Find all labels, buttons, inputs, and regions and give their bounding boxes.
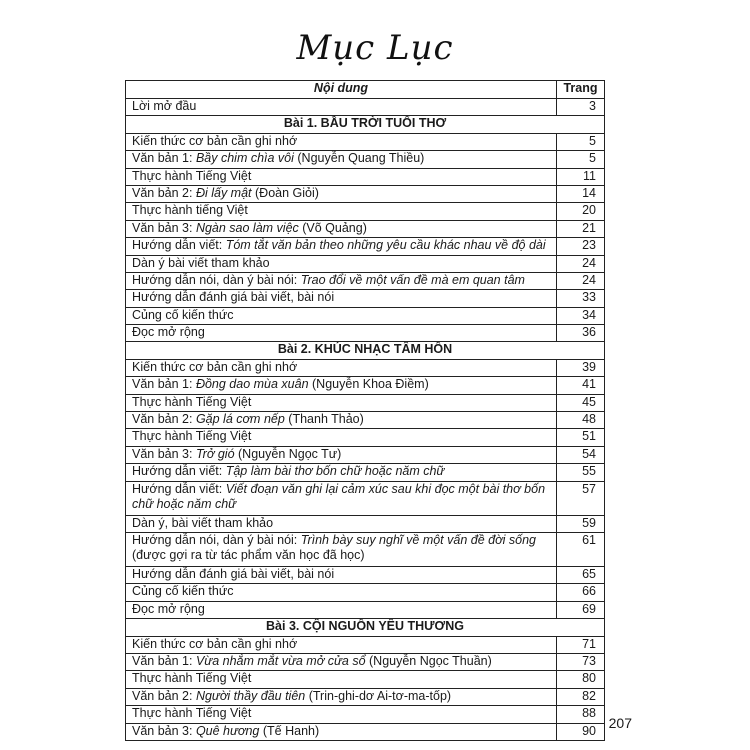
entry-title <box>126 671 557 688</box>
entry-work-title: Gặp lá cơm nếp <box>195 412 285 427</box>
entry-title <box>126 325 557 342</box>
entry-page: 14 <box>557 185 605 202</box>
entry-text: (Nguyễn Ngọc Thuần) <box>365 653 492 668</box>
entry-title <box>126 203 557 220</box>
entry-text: Hướng dẫn đánh giá bài viết, bài nói <box>132 290 335 305</box>
entry-text: Văn bản 3: <box>132 446 196 461</box>
table-row <box>126 532 605 566</box>
table-row <box>126 481 605 515</box>
entry-title <box>126 429 557 446</box>
table-row <box>126 99 605 116</box>
entry-title <box>126 99 557 116</box>
table-row <box>126 394 605 411</box>
entry-text: Thực hành Tiếng Việt <box>132 394 252 409</box>
entry-page: 57 <box>557 481 605 515</box>
entry-title <box>126 636 557 653</box>
entry-title <box>126 290 557 307</box>
entry-text: Văn bản 2: <box>132 185 196 200</box>
section-heading-row <box>126 342 605 359</box>
table-row <box>126 446 605 463</box>
entry-text: Củng cố kiến thức <box>132 584 234 599</box>
entry-text: (Nguyễn Ngọc Tư) <box>234 446 342 461</box>
table-row <box>126 220 605 237</box>
entry-page: 61 <box>557 532 605 566</box>
table-of-contents <box>125 80 605 741</box>
entry-text: Kiến thức cơ bản cần ghi nhớ <box>132 636 298 651</box>
entry-title <box>126 394 557 411</box>
entry-page: 34 <box>557 307 605 324</box>
entry-text: Thực hành tiếng Việt <box>132 203 248 218</box>
table-row <box>126 706 605 723</box>
entry-work-title: Trở gió <box>195 446 235 461</box>
entry-page: 71 <box>557 636 605 653</box>
table-row <box>126 255 605 272</box>
entry-text: (Đoàn Giỏi) <box>251 185 319 200</box>
entry-page: 5 <box>557 151 605 168</box>
entry-page: 66 <box>557 584 605 601</box>
entry-page: 41 <box>557 377 605 394</box>
entry-work-title: Trao đổi về một vấn đề mà em quan tâm <box>300 272 525 287</box>
table-row <box>126 515 605 532</box>
entry-text: Hướng dẫn đánh giá bài viết, bài nói <box>132 566 335 581</box>
entry-text: Văn bản 2: <box>132 688 196 703</box>
entry-page: 3 <box>557 99 605 116</box>
table-row <box>126 168 605 185</box>
entry-text: Dàn ý, bài viết tham khảo <box>132 515 274 530</box>
entry-page: 73 <box>557 653 605 670</box>
table-row <box>126 238 605 255</box>
entry-text: Hướng dẫn viết: <box>132 481 226 496</box>
entry-text: Văn bản 1: <box>132 377 196 392</box>
table-row <box>126 429 605 446</box>
entry-text: Thực hành Tiếng Việt <box>132 671 252 686</box>
table-row <box>126 601 605 618</box>
entry-text: Thực hành Tiếng Việt <box>132 706 252 721</box>
entry-title <box>126 185 557 202</box>
entry-title <box>126 584 557 601</box>
entry-title <box>126 723 557 740</box>
entry-text: Lời mở đầu <box>132 99 197 113</box>
table-row <box>126 377 605 394</box>
entry-title <box>126 446 557 463</box>
table-row <box>126 636 605 653</box>
entry-page: 90 <box>557 723 605 740</box>
entry-text: Văn bản 2: <box>132 412 196 427</box>
entry-text: Hướng dẫn nói, dàn ý bài nói: <box>132 272 301 287</box>
section-heading: Bài 1. BẦU TRỜI TUỔI THƠ <box>126 116 605 133</box>
page-title: Mục Lục <box>296 28 454 68</box>
entry-work-title: Viết đoạn văn ghi lại cảm xúc sau khi đọc một bài thơ bốn chữ hoặc năm chữ <box>132 481 546 511</box>
entry-text: (Võ Quảng) <box>298 220 367 235</box>
entry-page: 59 <box>557 515 605 532</box>
entry-title <box>126 412 557 429</box>
entry-title <box>126 601 557 618</box>
entry-text: Hướng dẫn viết: <box>132 238 226 253</box>
entry-text: Văn bản 1: <box>132 653 196 668</box>
entry-text: (Tế Hanh) <box>259 723 320 738</box>
entry-title <box>126 272 557 289</box>
entry-title <box>126 307 557 324</box>
entry-text: Hướng dẫn viết: <box>132 464 226 479</box>
table-row <box>126 723 605 740</box>
entry-title <box>126 133 557 150</box>
entry-title <box>126 566 557 583</box>
entry-title <box>126 168 557 185</box>
entry-page: 69 <box>557 601 605 618</box>
table-row <box>126 185 605 202</box>
table-row <box>126 653 605 670</box>
entry-title <box>126 377 557 394</box>
section-heading: Bài 2. KHÚC NHẠC TÂM HỒN <box>126 342 605 359</box>
entry-title <box>126 255 557 272</box>
entry-text: Đọc mở rộng <box>132 601 205 616</box>
table-row <box>126 688 605 705</box>
entry-work-title: Tập làm bài thơ bốn chữ hoặc năm chữ <box>225 464 445 479</box>
entry-title <box>126 220 557 237</box>
entry-title <box>126 481 557 515</box>
entry-text: Văn bản 3: <box>132 723 196 738</box>
table-row <box>126 325 605 342</box>
table-row <box>126 584 605 601</box>
entry-work-title: Trình bày suy nghĩ về một vấn đề đời sống <box>300 532 536 547</box>
entry-work-title: Đồng dao mùa xuân <box>195 377 309 392</box>
entry-page: 48 <box>557 412 605 429</box>
entry-text: Hướng dẫn nói, dàn ý bài nói: <box>132 532 301 547</box>
table-row <box>126 359 605 376</box>
entry-page: 88 <box>557 706 605 723</box>
table-row <box>126 290 605 307</box>
table-row <box>126 272 605 289</box>
table-row <box>126 464 605 481</box>
section-heading: Bài 3. CỘI NGUỒN YÊU THƯƠNG <box>126 619 605 636</box>
entry-title <box>126 151 557 168</box>
entry-text: Văn bản 1: <box>132 151 196 166</box>
entry-page: 11 <box>557 168 605 185</box>
table-row <box>126 203 605 220</box>
header-page: Trang <box>557 81 605 99</box>
entry-text: Thực hành Tiếng Việt <box>132 168 252 183</box>
entry-page: 5 <box>557 133 605 150</box>
entry-title <box>126 532 557 566</box>
entry-page: 24 <box>557 255 605 272</box>
table-row <box>126 671 605 688</box>
entry-page: 51 <box>557 429 605 446</box>
table-row <box>126 133 605 150</box>
entry-page: 55 <box>557 464 605 481</box>
entry-text: Củng cố kiến thức <box>132 307 234 322</box>
entry-page: 54 <box>557 446 605 463</box>
entry-work-title: Bầy chim chìa vôi <box>195 151 294 166</box>
entry-text: (được gợi ra từ tác phẩm văn học đã học) <box>132 547 365 562</box>
table-row <box>126 151 605 168</box>
entry-title <box>126 464 557 481</box>
entry-page: 21 <box>557 220 605 237</box>
table-row <box>126 412 605 429</box>
section-heading-row <box>126 619 605 636</box>
entry-page: 23 <box>557 238 605 255</box>
entry-work-title: Vừa nhắm mắt vừa mở cửa sổ <box>195 653 366 668</box>
entry-page: 24 <box>557 272 605 289</box>
entry-work-title: Quê hương <box>195 723 260 738</box>
entry-page: 80 <box>557 671 605 688</box>
toc-body <box>126 99 605 741</box>
entry-work-title: Đi lấy mật <box>195 185 252 200</box>
entry-title <box>126 688 557 705</box>
entry-page: 82 <box>557 688 605 705</box>
entry-title <box>126 653 557 670</box>
entry-text: Văn bản 3: <box>132 220 196 235</box>
page-number: 207 <box>608 715 632 731</box>
entry-page: 20 <box>557 203 605 220</box>
entry-title <box>126 706 557 723</box>
entry-text: (Trin-ghi-dơ Ai-tơ-ma-tốp) <box>305 688 452 703</box>
entry-title <box>126 238 557 255</box>
entry-page: 65 <box>557 566 605 583</box>
entry-work-title: Tóm tắt văn bản theo những yêu cầu khác nhau về độ dài <box>225 238 546 253</box>
entry-text: (Nguyễn Khoa Điềm) <box>308 377 429 392</box>
table-row <box>126 566 605 583</box>
entry-page: 39 <box>557 359 605 376</box>
entry-text: (Nguyễn Quang Thiều) <box>293 151 425 166</box>
section-heading-row <box>126 116 605 133</box>
entry-text: Kiến thức cơ bản cần ghi nhớ <box>132 359 298 374</box>
entry-page: 36 <box>557 325 605 342</box>
entry-work-title: Ngàn sao làm việc <box>195 220 299 235</box>
entry-text: Kiến thức cơ bản cần ghi nhớ <box>132 133 298 148</box>
entry-title <box>126 359 557 376</box>
table-row <box>126 307 605 324</box>
table-header-row <box>126 81 605 99</box>
entry-text: Thực hành Tiếng Việt <box>132 429 252 444</box>
entry-text: Đọc mở rộng <box>132 325 205 340</box>
entry-title <box>126 515 557 532</box>
entry-text: Dàn ý bài viết tham khảo <box>132 255 270 270</box>
header-content: Nội dung <box>126 81 557 99</box>
entry-page: 45 <box>557 394 605 411</box>
entry-text: (Thanh Thảo) <box>284 412 364 427</box>
entry-work-title: Người thầy đầu tiên <box>195 688 306 703</box>
entry-page: 33 <box>557 290 605 307</box>
